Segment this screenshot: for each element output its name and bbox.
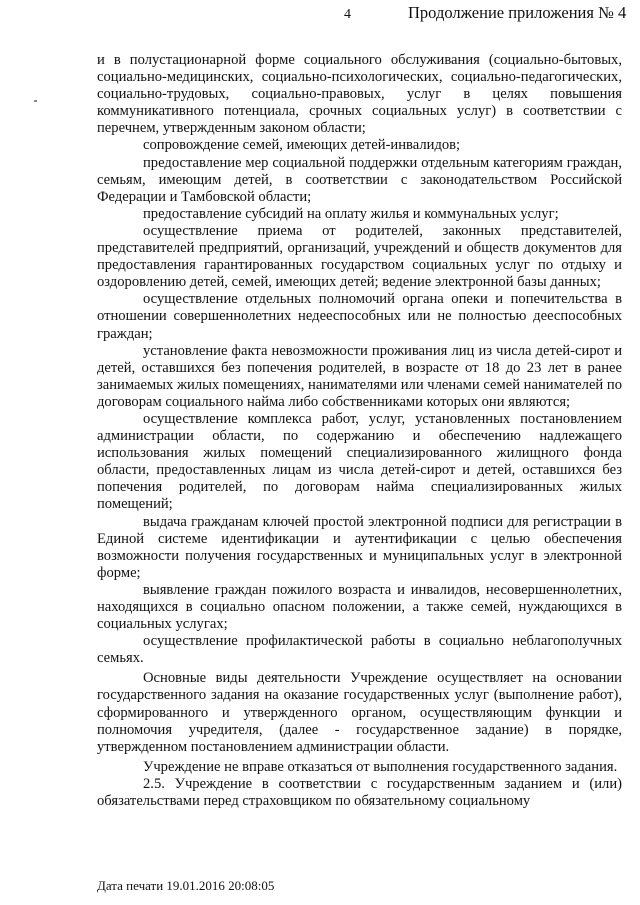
paragraph-10: выявление граждан пожилого возраста и инвалидов, несовершеннолетних, находящихся в социально опасном положении, а также семей, нуждающихся в социальных услугах; [97,581,622,633]
paragraph-2: сопровождение семей, имеющих детей-инвалидов; [143,137,461,154]
paragraph-11: осуществление профилактической работы в социально неблагополучных семьях. [97,633,622,667]
appendix-continuation-note: Продолжение приложения № 4 [408,3,627,22]
paragraph-6: осуществление отдельных полномочий органа опеки и попечительства в отношении совершеннолетних недееспособных или не полностью дееспособных граждан; [97,291,622,342]
document-body [97,52,622,810]
paragraph-14: 2.5. Учреждение в соответствии с государственным заданием и (или) обязательствами перед страховщиком по обязательному социальному [97,775,622,810]
paragraph-8: осуществление комплекса работ, услуг, установленных постановлением администрации области, по содержанию и обеспечению надлежащего использования жилых помещений специализированного жилищного фонда области, предоставленных лицам из числа детей-сирот и детей, оставшихся без попечения родителей, по договорам найма специализированных жилых помещений; [97,410,622,513]
page-number: 4 [344,7,351,22]
paragraph-9: выдача гражданам ключей простой электронной подписи для регистрации в Единой системе идентификации и аутентификации с целью обеспечения возможности получения государственных и муниципальных услуг в электронной форме; [97,513,622,581]
paragraph-13: Учреждение не вправе отказаться от выполнения государственного задания. [143,758,618,775]
paragraph-5: осуществление приема от родителей, законных представителей, представителей предприятий, организаций, учреждений и обществ документов для предоставления гарантированных государством социальных услуг по отдыху и оздоровлению детей, семей, имеющих детей; ведение электронной базы данных; [97,222,622,291]
paragraph-4: предоставление субсидий на оплату жилья и коммунальных услуг; [143,205,559,222]
print-date: Дата печати 19.01.2016 20:08:05 [97,878,275,893]
margin-mark [34,100,37,102]
paragraph-1: и в полустационарной форме социального обслуживания (социально-бытовых, социально-медицинских, социально-психологических, социально-педагогических, социально-трудовых, социально-правовых, услуг в целях повышения коммуникативного потенциала, срочных социальных услуг) в соответствии с перечнем, утвержденным законом области; [97,52,622,137]
paragraph-7: установление факта невозможности проживания лиц из числа детей-сирот и детей, оставшихся без попечения родителей, в возрасте от 18 до 23 лет в ранее занимаемых жилых помещениях, нанимателями или членами семей нанимателей по договорам социального найма либо собственниками которых они являются; [97,342,622,410]
paragraph-12: Основные виды деятельности Учреждение осуществляет на основании государственного задания на оказание государственных услуг (выполнение работ), сформированного и утвержденного органом, осуществляющим функции и полномочия учредителя, (далее - государственное задание) в порядке, утвержденном постановлением администрации области. [97,670,622,755]
paragraph-3: предоставление мер социальной поддержки отдельным категориям граждан, семьям, имеющим детей, в соответствии с законодательством Российской Федерации и Тамбовской области; [97,154,622,205]
